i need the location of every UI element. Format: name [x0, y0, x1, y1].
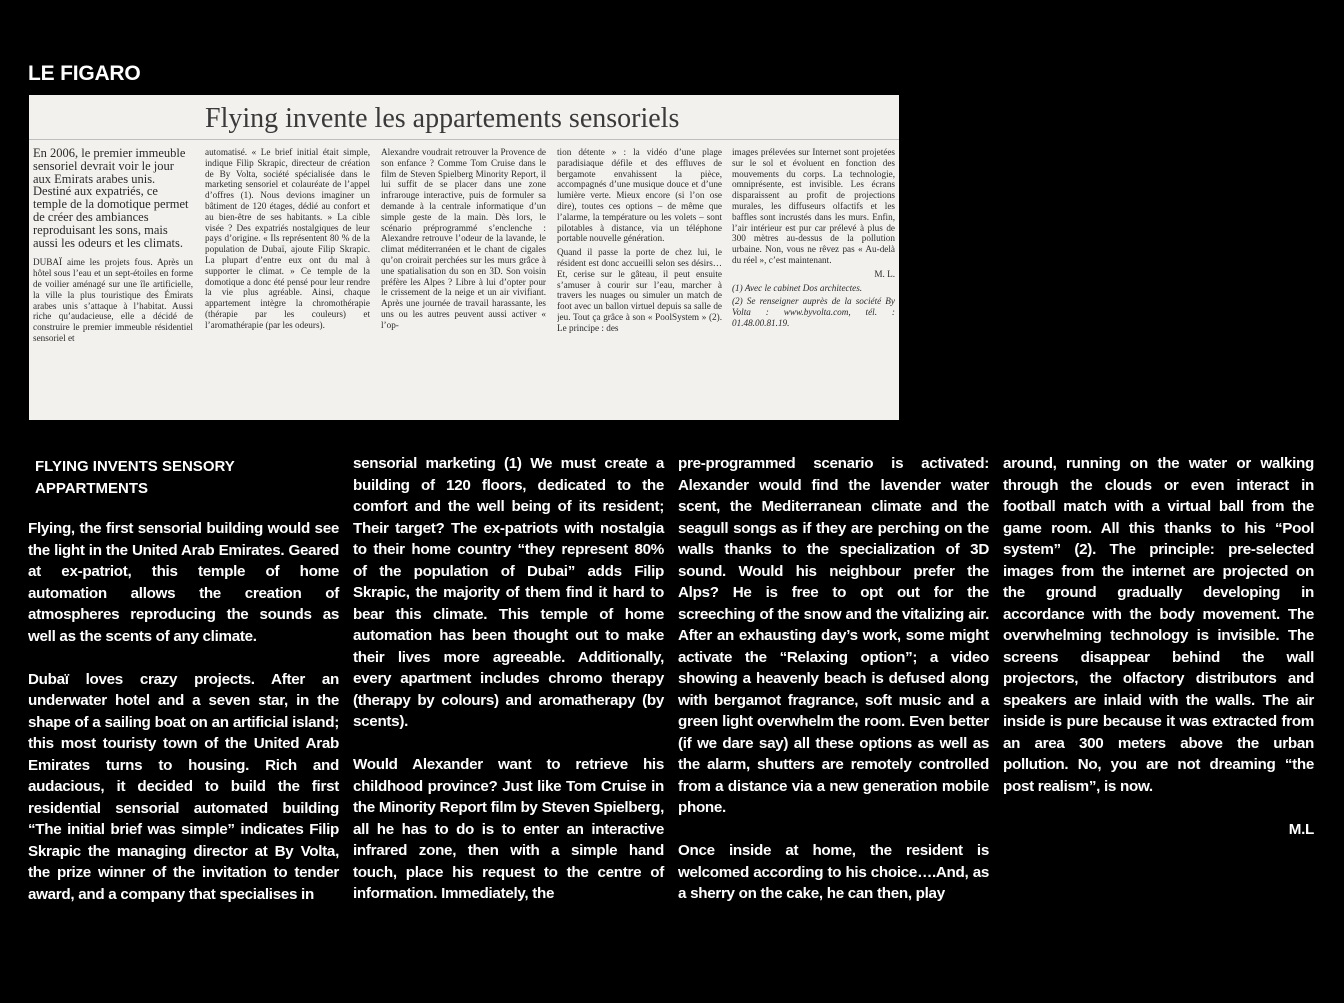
- clipping-divider: [29, 139, 899, 140]
- translation-paragraph: pre-programmed scenario is activated: Alexander would find the lavender water scent, the Mediterranean climate and the seagull songs as if they are perching on the walls thanks to the specialization of 3D sound. Would his neighbour prefer the Alps? He is free to opt out for the screeching of the snow and the vitalizing air. After an exhausting day’s work, some might activate the “Relaxing option”; a video showing a heavenly beach is defused along with bergamot fragrance, soft music and a green light overwhelm the room. Even better (if we dare say) all these options as well as the alarm, shutters are remotely controlled from a distance via a new generation mobile phone.: [678, 455, 989, 816]
- translation-paragraph: around, running on the water or walking through the clouds or even interact in football match with a virtual ball from the game room. All this thanks to his “Pool system” (2). The principle: pre-selected images from the internet are projected on the ground gradually developing in accordance with the body movement. The overwhelming technology is invisible. The screens disappear behind the wall projectors, the olfactory distributors and speakers are inlaid with the walls. The air inside is pure because it was extracted from an area 300 meters above the urban pollution. No, you are not dreaming “the post realism”, is now.: [1003, 455, 1314, 795]
- clipping-paragraph: DUBAÏ aime les projets fous. Après un hôtel sous l’eau et un sept-étoiles en forme de voilier aménagé sur une île artificielle, la ville la plus touristique des Émirats arabes unis s’attaque à l’habitat. Aussi riche qu’audacieuse, elle a décidé de construire le premier immeuble résidentiel sensoriel et: [33, 257, 193, 343]
- clipping-paragraph: images prélevées sur Internet sont projetées sur le sol et évoluent en fonction des mouvements du corps. La technologie, omniprésente, est invisible. Les écrans disparaissent au profit de projections murales, les diffuseurs olfactifs et les baffles sont incrustés dans les murs. Enfin, l’air intérieur est pur car prélevé à plus de 300 mètres au-dessus de la pollution urbaine. Non, vous ne rêvez pas « Au-delà du réel », c’est maintenant.: [732, 147, 895, 265]
- translation-paragraph: Would Alexander want to retrieve his childhood province? Just like Tom Cruise in the Minority Report film by Steven Spielberg, all he has to do is to enter an interactive infrared zone, then with a simple hand touch, place his request to the centre of information. Immediately, the: [353, 756, 664, 902]
- clipping-signature: M. L.: [874, 268, 895, 279]
- clipping-column-4: [557, 147, 722, 417]
- clipping-footnote: (1) Avec le cabinet Dos architectes.: [732, 282, 863, 293]
- clipping-footnote: (2) Se renseigner auprès de la société By Volta : www.byvolta.com, tél. : 01.48.00.81.19.: [732, 296, 895, 328]
- translation-paragraph: Once inside at home, the resident is welcomed according to his choice….And, as a sherry on the cake, he can then, play: [678, 842, 989, 902]
- newspaper-clipping: [29, 95, 899, 420]
- translation-signature: M.L: [1288, 820, 1314, 838]
- translation-title: FLYING INVENTS SENSORY APPARTMENTS: [35, 458, 235, 497]
- translation-paragraph: Flying, the first sensorial building would see the light in the United Arab Emirates. Geared at ex-patriot, this temple of home automation allows the creation of atmospheres reproducing the sounds as well as the scents of any climate.: [28, 520, 339, 645]
- translation-paragraph: Dubaï loves crazy projects. After an underwater hotel and a seven star, in the shape of a sailing boat on an artificial island; this most touristy town of the United Arab Emirates turns to housing. Rich and audacious, it decided to build the first residential sensorial automated building “The initial brief was simple” indicates Filip Skrapic the managing director at By Volta, the prize winner of the invitation to tender award, and a company that specialises in: [28, 670, 339, 903]
- translation-paragraph: sensorial marketing (1) We must create a building of 120 floors, dedicated to the comfort and the well being of its resident; Their target? The ex-patriots with nostalgia to their home country “they represent 80% of the population of Dubai” adds Filip Skrapic, the majority of them find it hard to bear this climate. This temple of home automation has been thought out to make their lives more agreeable. Additionally, every apartment includes chromo therapy (therapy by colours) and aromatherapy (by scents).: [353, 455, 664, 730]
- clipping-lead: En 2006, le premier immeuble sensoriel devrait voir le jour aux Emirats arabes unis. Destiné aux expatriés, ce temple de la domotique permet de créer des ambiances reproduisant les sons, mais aussi les odeurs et les climats.: [33, 147, 189, 250]
- clipping-column-3: [381, 147, 546, 417]
- publication-name: LE FIGARO: [28, 62, 141, 85]
- clipping-column-5: [732, 147, 895, 417]
- translation-column-4: [1003, 453, 1314, 840]
- clipping-headline: Flying invente les appartements sensoriels: [205, 103, 680, 134]
- clipping-paragraph: Quand il passe la porte de chez lui, le résident est donc accueilli selon ses désirs… Et, cerise sur le gâteau, il peut ensuite s’amuser à courir sur l’eau, marcher à travers les nuages ou simuler un match de foot avec un ballon virtuel depuis sa salle de jeu. Tout ça grâce à son « PoolSystem » (2). Le principe : des: [557, 247, 722, 333]
- translation-column-3: [678, 453, 989, 905]
- clipping-paragraph: tion détente » : la vidéo d’une plage paradisiaque défile et des effluves de bergamote envahissent la pièce, accompagnés d’une musique douce et d’une lumière verte. Mieux encore (si l’on ose dire), toutes ces options – de même que l’alarme, la température ou les volets – sont pilotables à distance, via un téléphone portable nouvelle génération.: [557, 147, 722, 244]
- clipping-paragraph: automatisé. « Le brief initial était simple, indique Filip Skrapic, directeur de création de By Volta, société spécialisée dans le marketing sensoriel et colauréate de l’appel d’offres (1). Nous devions imaginer un bâtiment de 120 étages, dédié au confort et au bien-être de ses habitants. » La cible visée ? Des expatriés nostalgiques de leur pays d’origine. « Ils représentent 80 % de la population de Dubaï, ajoute Filip Skrapic. La plupart d’entre eux ont du mal à supporter le climat. » Ce temple de la domotique a donc été pensé pour leur rendre la vie plus agréable. Ainsi, chaque appartement intègre la chromothérapie (thérapie par les couleurs) et l’aromathérapie (par les odeurs).: [205, 147, 370, 330]
- clipping-column-2: [205, 147, 370, 417]
- translation-column-2: [353, 453, 664, 905]
- clipping-column-1: [33, 147, 193, 417]
- clipping-paragraph: Alexandre voudrait retrouver la Provence de son enfance ? Comme Tom Cruise dans le film de Steven Spielberg Minority Report, il lui suffit de se placer dans une zone infrarouge interactive, puis de formuler sa demande à la centrale informatique d’un simple geste de la main. Dès lors, le scénario préprogrammé s’enclenche : Alexandre retrouve l’odeur de la lavande, le climat méditerranéen et le chant de cigales qu’on croirait perchées sur les murs grâce à une spatialisation du son en 3D. Son voisin préfère les Alpes ? Libre à lui d’opter pour le crissement de la neige et un air vivifiant. Après une journée de travail harassante, les uns ou les autres peuvent aussi activer « l’op-: [381, 147, 546, 330]
- translation-column-1: [28, 518, 339, 905]
